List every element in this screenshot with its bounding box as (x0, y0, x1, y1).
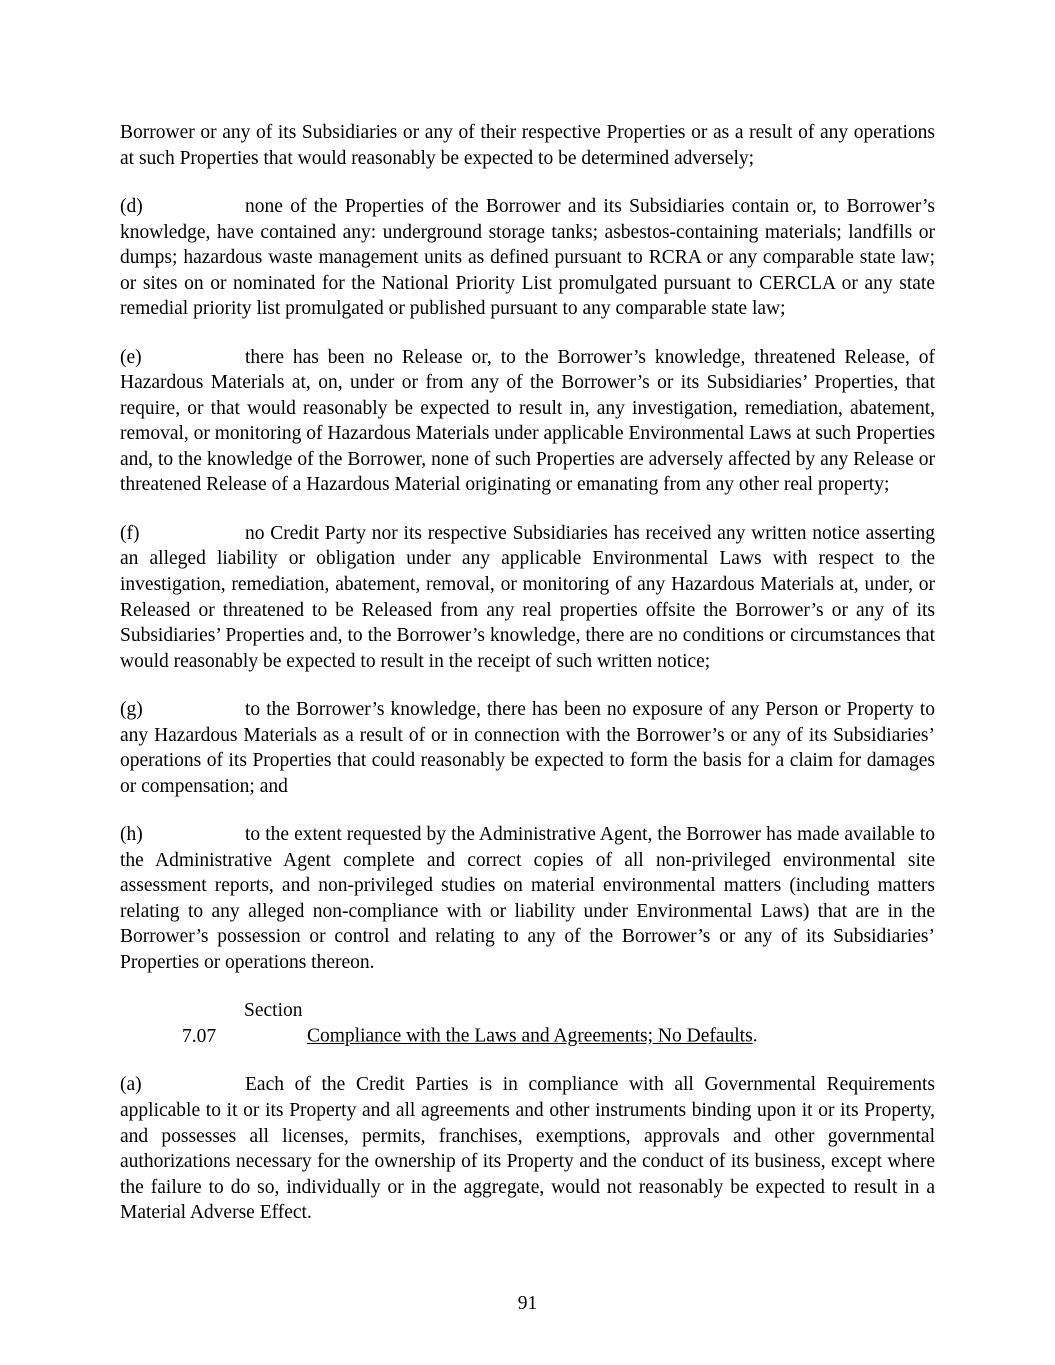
paragraph-text: no Credit Party nor its respective Subsidiaries has received any written notice asserting an alleged liability or obligation under any applicable Environmental Laws with respect to the investigation, remediation, abatement, removal, or monitoring of any Hazardous Materials at, under, or Released or threatened to be Released from any real properties offsite the Borrower’s or any of its Subsidiaries’ Properties and, to the Borrower’s knowledge, there are no conditions or circumstances that would reasonably be expected to result in the receipt of such written notice; (120, 522, 935, 672)
paragraph-text: Borrower or any of its Subsidiaries or any of their respective Properties or as a result of any operations at such Properties that would reasonably be expected to be determined adversely; (120, 122, 935, 169)
section-number: Section 7.07 (182, 1000, 303, 1047)
section-title-suffix: . (752, 1025, 758, 1047)
section-title: Compliance with the Laws and Agreements; No Defaults (307, 1025, 753, 1047)
section-heading (120, 998, 935, 1049)
paragraph-label-f: (f) (120, 522, 140, 544)
paragraph-text: to the Borrower’s knowledge, there has been no exposure of any Person or Property to any Hazardous Materials as a result of or in connection with the Borrower’s or any of its Subsidiaries’ operations of its Properties that could reasonably be expected to form the basis for a claim for damages or compensation; and (120, 699, 935, 797)
paragraph-label-h: (h) (120, 824, 143, 846)
paragraph-label-d: (d) (120, 196, 143, 218)
paragraph-text: to the extent requested by the Administrative Agent, the Borrower has made available to the Administrative Agent complete and correct copies of all non-privileged environmental site assessment reports, and non-privileged studies on material environmental matters (including matters relating to any alleged non-compliance with or liability under Environmental Laws) that are in the Borrower’s possession or control and relating to any of the Borrower’s or any of its Subsidiaries’ Properties or operations thereon. (120, 824, 935, 973)
paragraph-text: there has been no Release or, to the Borrower’s knowledge, threatened Release, of Hazardous Materials at, on, under or from any of the Borrower’s or its Subsidiaries’ Properties, that require, or that would reasonably be expected to result in, any investigation, remediation, abatement, removal, or monitoring of Hazardous Materials under applicable Environmental Laws at such Properties and, to the knowledge of the Borrower, none of such Properties are adversely affected by any Release or threatened Release of a Hazardous Material originating or emanating from any other real property; (120, 346, 935, 496)
page-number: 91 (517, 1293, 538, 1314)
paragraph-item-a (120, 1072, 935, 1225)
paragraph-item-g (120, 697, 935, 799)
document-body (120, 120, 935, 1226)
paragraph-label-e: (e) (120, 346, 142, 368)
paragraph-label-g: (g) (120, 699, 143, 721)
paragraph-text: Each of the Credit Parties is in compliance with all Governmental Requirements applicable to it or its Property and all agreements and other instruments binding upon it or its Property, and possesses all licenses, permits, franchises, exemptions, approvals and other governmental authorizations necessary for the ownership of its Property and the conduct of its business, except where the failure to do so, individually or in the aggregate, would not reasonably be expected to result in a Material Adverse Effect. (120, 1074, 935, 1224)
paragraph-item-e (120, 345, 935, 498)
paragraph-item-d (120, 194, 935, 322)
paragraph-label-a: (a) (120, 1074, 142, 1096)
paragraph-item-f (120, 521, 935, 674)
paragraph-text: none of the Properties of the Borrower and its Subsidiaries contain or, to Borrower’s knowledge, have contained any: underground storage tanks; asbestos-containing materials; landfills or dumps; hazardous waste management units as defined pursuant to RCRA or any comparable state law; or sites on or nominated for the National Priority List promulgated pursuant to CERCLA or any state remedial priority list promulgated or published pursuant to any comparable state law; (120, 196, 935, 320)
paragraph-continuation (120, 120, 935, 171)
paragraph-item-h (120, 822, 935, 975)
